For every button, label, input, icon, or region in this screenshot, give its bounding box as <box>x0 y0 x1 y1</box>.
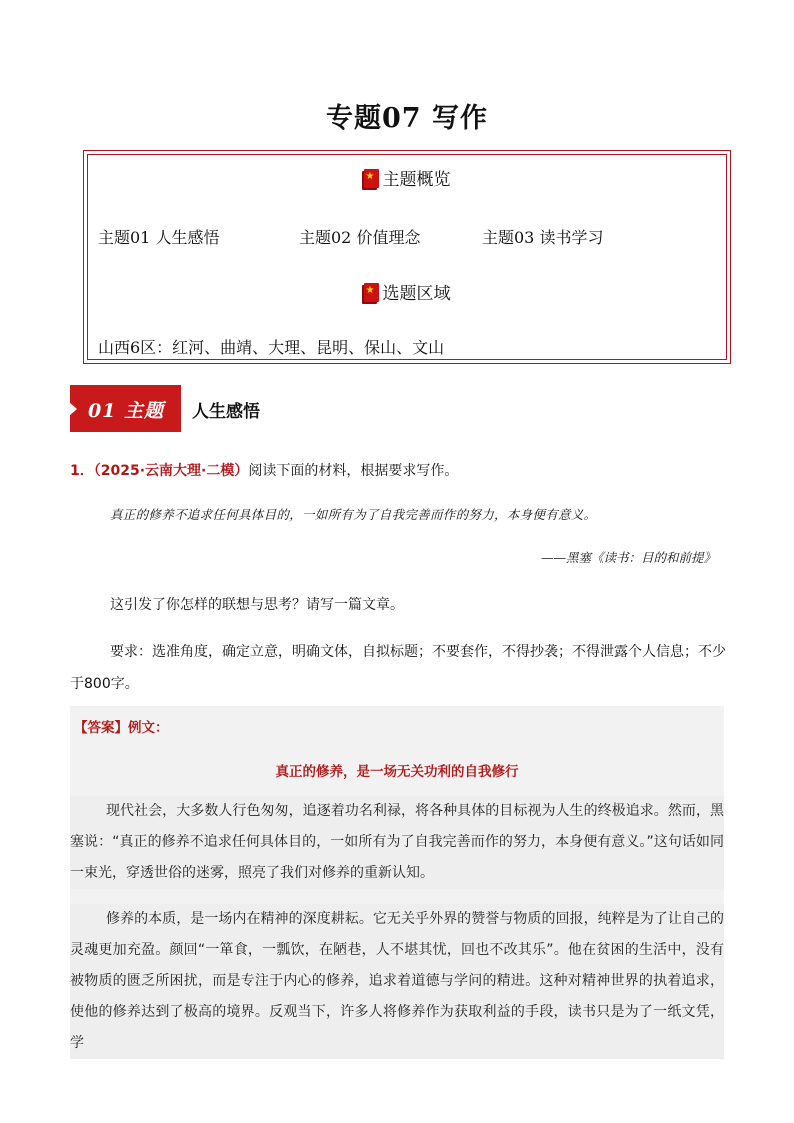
question-number: 1． <box>70 463 94 479</box>
topic-1: 主题01 人生感悟 <box>98 228 220 247</box>
document-title: 专题07 写作 <box>326 103 488 134</box>
topic-2: 主题02 价值理念 <box>299 228 421 247</box>
overview-heading-text: 主题概览 <box>382 170 451 190</box>
theme-badge-text: 01 主题 <box>88 400 165 422</box>
overview-heading <box>88 165 726 190</box>
red-book-icon <box>364 283 379 302</box>
question-stem <box>70 460 458 480</box>
writing-requirement: 要求：选准角度，确定立意，明确文体，自拟标题；不要套作，不得抄袭；不得泄露个人信息；不少于800字。 <box>70 644 726 692</box>
writing-prompt: 这引发了你怎样的联想与思考？请写一篇文章。 <box>110 597 404 613</box>
topic-3: 主题03 读书学习 <box>482 228 604 247</box>
question-source: （2025·云南大理·二模） <box>93 463 249 479</box>
region-heading-text: 选题区域 <box>382 284 451 304</box>
theme-title: 人生感悟 <box>192 402 260 422</box>
answer-block <box>70 706 724 1051</box>
region-list: 山西6区：红河、曲靖、大理、昆明、保山、文山 <box>98 338 445 357</box>
region-heading <box>88 279 726 304</box>
overview-box <box>83 150 731 364</box>
badge-notch <box>69 402 77 416</box>
essay-paragraph: 现代社会，大多数人行色匆匆，追逐着功名利禄，将各种具体的目标视为人生的终极追求。然而，黑塞说：“真正的修养不追求任何具体目的，一如所有为了自我完善而作的努力，本身便有意义。”这句话如同一束光，穿透世俗的迷雾，照亮了我们对修养的重新认知。 <box>70 796 724 889</box>
material-quote: 真正的修养不追求任何具体目的，一如所有为了自我完善而作的努力，本身便有意义。 <box>110 507 597 522</box>
essay-title: 真正的修养，是一场无关功利的自我修行 <box>275 764 519 780</box>
quote-source: ——黑塞《读书：目的和前提》 <box>540 550 716 565</box>
overview-inner-border <box>87 154 727 360</box>
answer-label: 【答案】例文： <box>74 720 169 736</box>
essay-paragraph: 修养的本质，是一场内在精神的深度耕耘。它无关乎外界的赞誉与物质的回报，纯粹是为了让自己的灵魂更加充盈。颜回“一箪食，一瓢饮，在陋巷，人不堪其忧，回也不改其乐”。他在贫困的生活中，没有被物质的匮乏所困扰，而是专注于内心的修养，追求着道德与学问的精进。这种对精神世界的执着追求，使他的修养达到了极高的境界。反观当下，许多人将修养作为获取利益的手段，读书只是为了一纸文凭，学 <box>70 904 724 1059</box>
theme-badge <box>70 385 181 432</box>
red-book-icon <box>364 169 379 188</box>
question-text: 阅读下面的材料，根据要求写作。 <box>248 463 459 479</box>
